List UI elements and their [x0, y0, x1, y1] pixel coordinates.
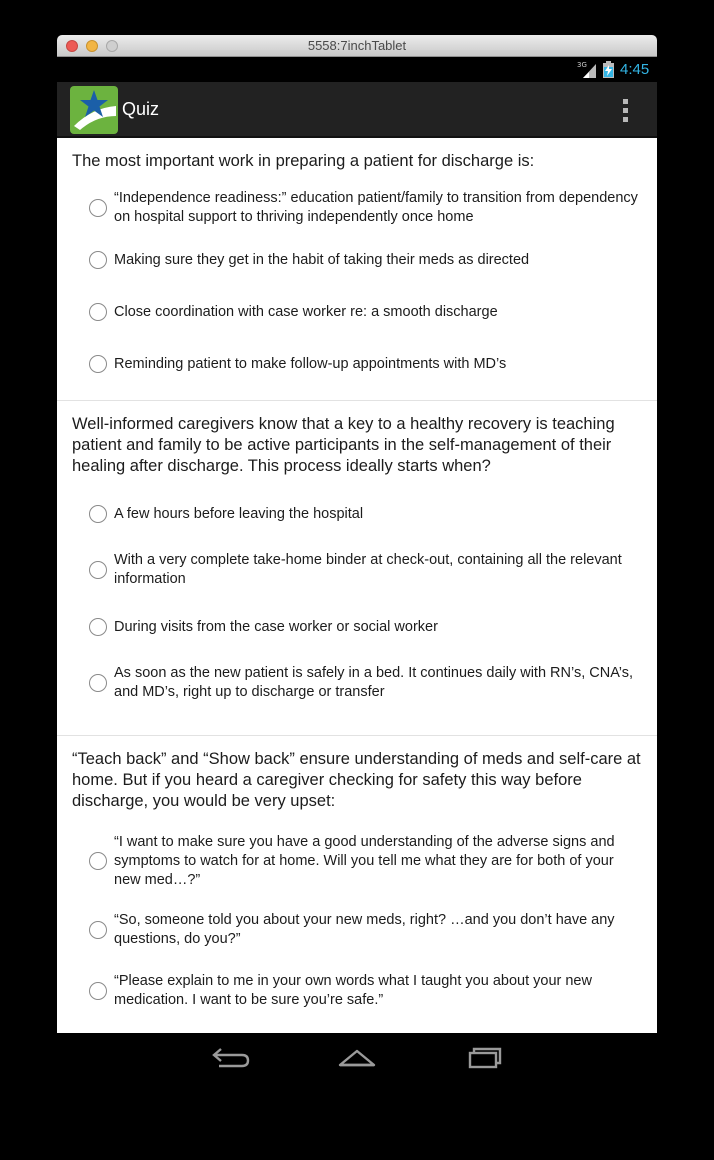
radio-button[interactable] — [89, 505, 107, 523]
overflow-menu-button[interactable] — [616, 96, 634, 124]
answer-text: Close coordination with case worker re: a smooth discharge — [114, 303, 498, 320]
network-type-label: 3G — [577, 61, 587, 69]
signal-icon — [577, 60, 597, 78]
action-bar — [57, 82, 657, 138]
answer-option[interactable] — [57, 962, 657, 1020]
android-status-bar — [57, 57, 657, 82]
answer-text: During visits from the case worker or social worker — [114, 618, 438, 635]
answer-option[interactable] — [57, 655, 657, 711]
question-block — [57, 138, 657, 401]
question-block — [57, 401, 657, 736]
home-icon[interactable] — [327, 1035, 387, 1081]
question-block — [57, 736, 657, 1020]
android-navigation-bar — [57, 1035, 657, 1081]
answer-text: “Independence readiness:” education patient/family to transition from dependency on hospital support to thriving independently once home — [114, 190, 638, 225]
answer-text: “Please explain to me in your own words what I taught you about your new medication. I want to be sure you’re safe.” — [114, 973, 592, 1008]
overflow-dot — [623, 108, 628, 113]
emulator-window — [57, 35, 657, 1035]
question-text: The most important work in preparing a patient for discharge is: — [72, 152, 535, 170]
answer-option[interactable] — [57, 541, 657, 599]
answer-text: As soon as the new patient is safely in a bed. It continues daily with RN’s, CNA’s, and MD’s, right up to discharge or transfer — [114, 665, 634, 700]
app-logo-icon[interactable] — [70, 86, 118, 134]
status-clock: 4:45 — [620, 61, 650, 78]
answer-text: Reminding patient to make follow-up appointments with MD’s — [114, 355, 507, 372]
answer-option[interactable] — [57, 234, 657, 286]
answer-text: With a very complete take-home binder at check-out, containing all the relevant information — [114, 552, 622, 587]
window-title: 5558:7inchTablet — [307, 38, 407, 53]
recent-apps-icon[interactable] — [455, 1035, 515, 1081]
action-bar-title: Quiz — [122, 99, 160, 119]
answer-option[interactable] — [57, 898, 657, 962]
answer-option[interactable] — [57, 286, 657, 338]
answer-option[interactable] — [57, 182, 657, 234]
radio-button[interactable] — [89, 618, 107, 636]
answer-text: “I want to make sure you have a good understanding of the adverse signs and symptoms to watch for at home. Will you tell me what they are for both of your new med…?” — [114, 833, 615, 888]
overflow-dot — [623, 117, 628, 122]
radio-button[interactable] — [89, 674, 107, 692]
battery-icon — [603, 61, 614, 78]
radio-button[interactable] — [89, 199, 107, 217]
radio-button[interactable] — [89, 561, 107, 579]
answer-text: A few hours before leaving the hospital — [114, 505, 364, 522]
back-icon[interactable] — [199, 1035, 259, 1081]
answer-text: Making sure they get in the habit of taking their meds as directed — [114, 251, 530, 268]
radio-button[interactable] — [89, 982, 107, 1000]
question-text: “Teach back” and “Show back” ensure understanding of meds and self-care at home. But if you heard a caregiver checking for safety this way before discharge, you would be very upset: — [72, 750, 641, 810]
radio-button[interactable] — [89, 921, 107, 939]
answer-option[interactable] — [57, 599, 657, 655]
radio-button[interactable] — [89, 852, 107, 870]
answer-option[interactable] — [57, 824, 657, 898]
answer-option[interactable] — [57, 338, 657, 390]
question-text: Well-informed caregivers know that a key to a healthy recovery is teaching patient and family to be active participants in the self-management of their healing after discharge. This process ideally starts when? — [72, 415, 615, 475]
answer-option[interactable] — [57, 487, 657, 541]
radio-button[interactable] — [89, 303, 107, 321]
radio-button[interactable] — [89, 355, 107, 373]
answer-text: “So, someone told you about your new meds, right? …and you don’t have any questions, do you?” — [114, 912, 615, 947]
window-titlebar — [57, 35, 657, 57]
overflow-dot — [623, 99, 628, 104]
quiz-content[interactable] — [57, 138, 657, 1033]
radio-button[interactable] — [89, 251, 107, 269]
